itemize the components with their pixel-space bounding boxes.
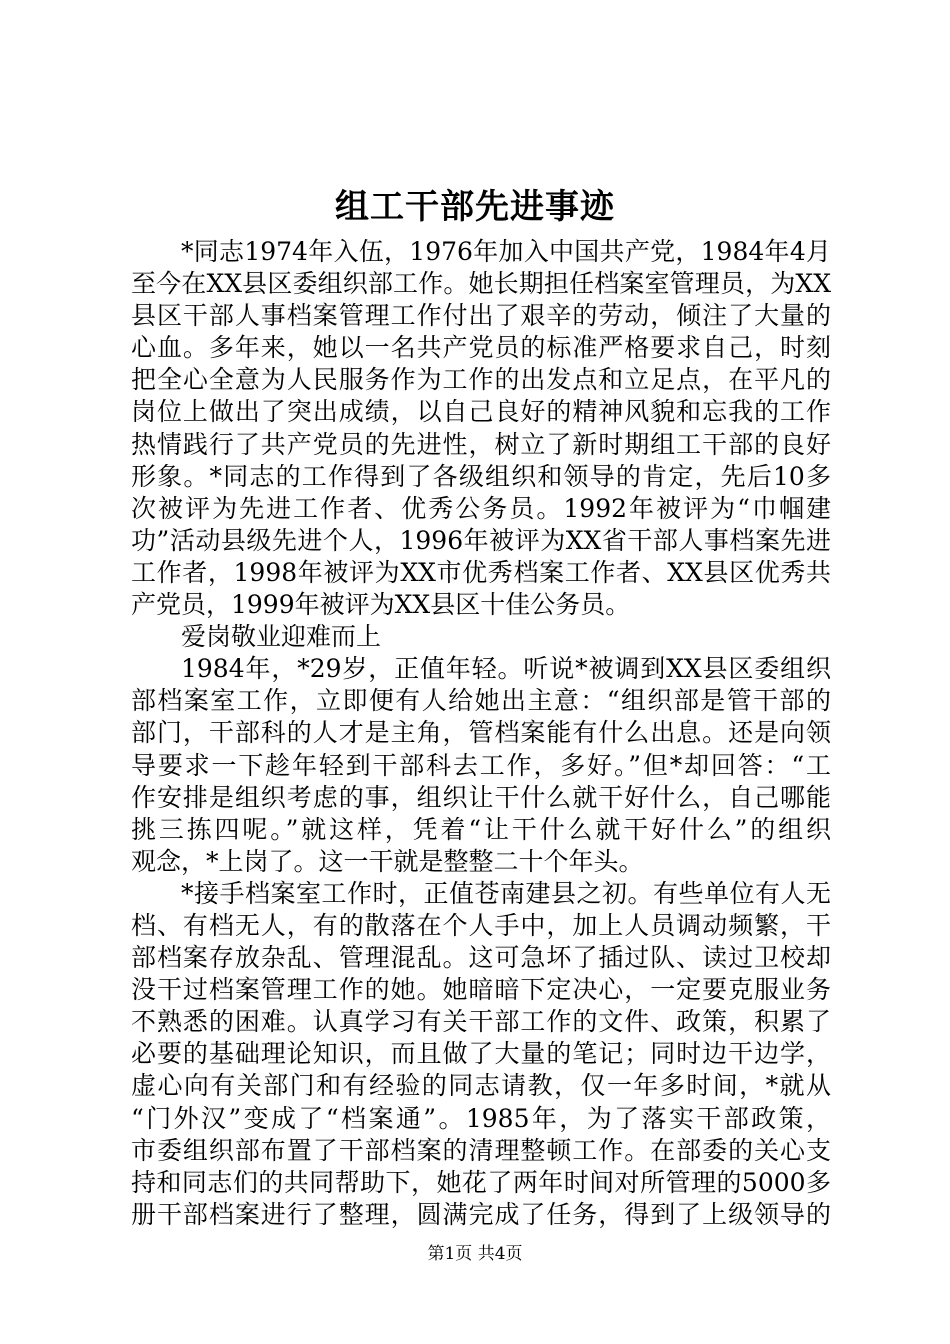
- paragraph: [131, 878, 831, 1231]
- paragraph-line: 导要求一下趁年轻到干部科去工作，多好。”但*却回答：“工: [131, 750, 831, 780]
- paragraph-line: 次被评为先进工作者、优秀公务员。1992年被评为“巾帼建: [131, 493, 831, 523]
- paragraph-line: “门外汉”变成了“档案通”。1985年，为了落实干部政策，: [131, 1103, 831, 1133]
- paragraph-line: *同志1974年入伍，1976年加入中国共产党，1984年4月: [181, 237, 831, 266]
- paragraph-line: 持和同志们的共同帮助下，她花了两年时间对所管理的5000多: [131, 1167, 831, 1197]
- paragraph-line: 挑三拣四呢。”就这样，凭着“让干什么就干好什么”的组织: [131, 814, 831, 844]
- paragraph-line: 1984年，*29岁，正值年轻。听说*被调到XX县区委组织: [181, 654, 831, 684]
- paragraph-line: 把全心全意为人民服务作为工作的出发点和立足点，在平凡的: [131, 365, 831, 395]
- paragraph-line: 工作者，1998年被评为XX市优秀档案工作者、XX县区优秀共: [131, 557, 831, 587]
- paragraph-line: 产党员，1999年被评为XX县区十佳公务员。: [131, 590, 631, 620]
- paragraph: [131, 236, 831, 621]
- paragraph-line: 市委组织部布置了干部档案的清理整顿工作。在部委的关心支: [131, 1135, 831, 1165]
- section-heading: [131, 621, 831, 653]
- paragraph-line: 形象。*同志的工作得到了各级组织和领导的肯定，先后10多: [131, 461, 831, 491]
- paragraph-line: 观念，*上岗了。这一干就是整整二十个年头。: [131, 846, 644, 876]
- paragraph-line: 虚心向有关部门和有经验的同志请教，仅一年多时间，*就从: [131, 1071, 831, 1101]
- paragraph-line: 部档案室工作，立即便有人给她出主意：“组织部是管干部的: [131, 686, 831, 716]
- paragraph-line: 县区干部人事档案管理工作付出了艰辛的劳动，倾注了大量的: [131, 301, 831, 331]
- paragraph-line: 岗位上做出了突出成绩，以自己良好的精神风貌和忘我的工作: [131, 397, 831, 427]
- paragraph-line: 功”活动县级先进个人，1996年被评为XX省干部人事档案先进: [131, 525, 831, 555]
- section-heading-text: 爱岗敬业迎难而上: [181, 622, 382, 652]
- document-body: [131, 236, 831, 1231]
- paragraph-line: *接手档案室工作时，正值苍南建县之初。有些单位有人无: [181, 878, 831, 908]
- paragraph-line: 部档案存放杂乱、管理混乱。这可急坏了插过队、读过卫校却: [131, 943, 831, 973]
- paragraph-line: 必要的基础理论知识，而且做了大量的笔记；同时边干边学，: [131, 1039, 831, 1069]
- paragraph: [131, 653, 831, 878]
- paragraph-line: 不熟悉的困难。认真学习有关干部工作的文件、政策，积累了: [131, 1007, 831, 1037]
- page-footer: 第1页 共4页: [427, 1244, 523, 1264]
- paragraph-line: 心血。多年来，她以一名共产党员的标准严格要求自己，时刻: [131, 333, 831, 363]
- paragraph-line: 没干过档案管理工作的她。她暗暗下定决心，一定要克服业务: [131, 975, 831, 1005]
- paragraph-line: 部门，干部科的人才是主角，管档案能有什么出息。还是向领: [131, 718, 831, 748]
- document-title: 组工干部先进事迹: [335, 187, 615, 227]
- paragraph-line: 档、有档无人，有的散落在个人手中，加上人员调动频繁，干: [131, 910, 831, 940]
- paragraph-line: 作安排是组织考虑的事，组织让干什么就干好什么，自己哪能: [131, 782, 831, 812]
- paragraph-line: 至今在XX县区委组织部工作。她长期担任档案室管理员，为XX: [131, 269, 831, 299]
- paragraph-line: 热情践行了共产党员的先进性，树立了新时期组工干部的良好: [131, 429, 831, 459]
- paragraph-line: 册干部档案进行了整理，圆满完成了任务，得到了上级领导的: [131, 1199, 831, 1229]
